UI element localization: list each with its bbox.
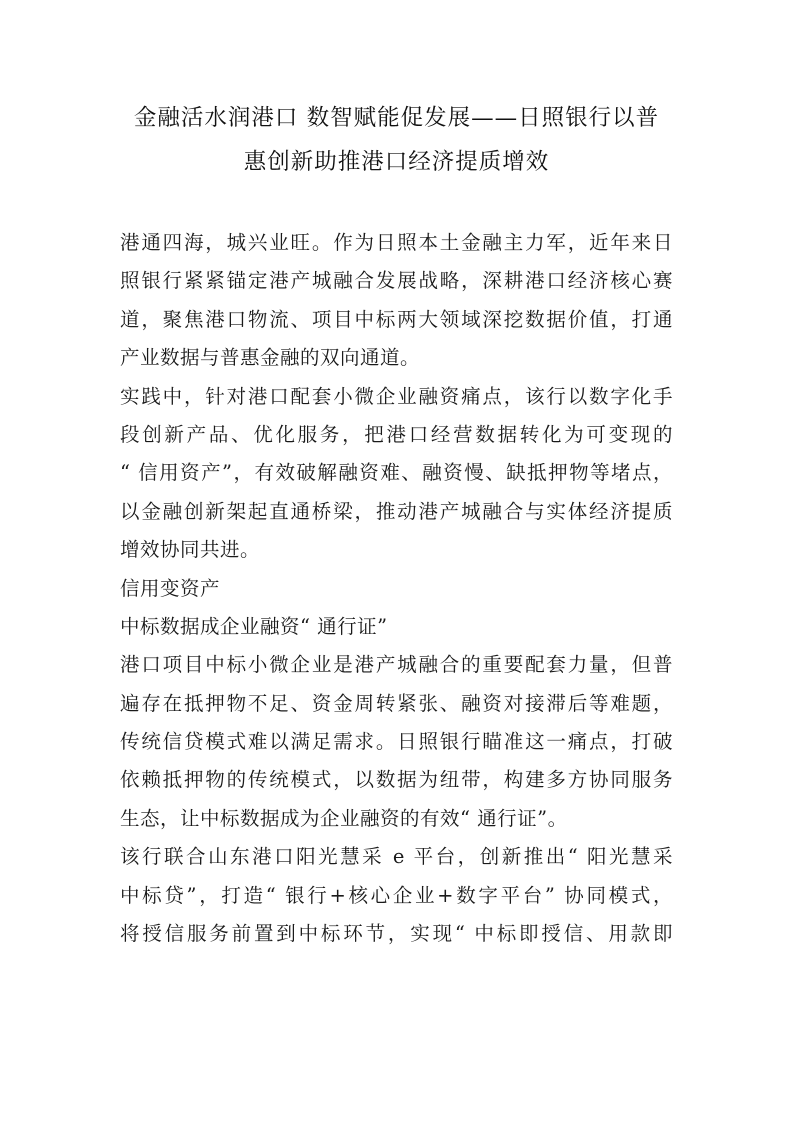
paragraph	[120, 378, 673, 570]
document-title	[110, 96, 683, 184]
text-line: 信用变资产	[120, 576, 221, 600]
text-line: 产业数据与普惠金融的双向通道。	[120, 346, 421, 370]
text-line: 港口项目中标小微企业是港产城融合的重要配套力量，但普	[120, 653, 673, 677]
text-line: 增效协同共进。	[120, 538, 261, 562]
text-line: 照银行紧紧锚定港产城融合发展战略，深耕港口经济核心赛	[120, 269, 673, 293]
text-line: 段创新产品、优化服务，把港口经营数据转化为可变现的	[120, 422, 673, 446]
paragraph	[120, 646, 673, 838]
section-subheading	[120, 608, 673, 646]
text-line: 实践中，针对港口配套小微企业融资痛点，该行以数字化手	[120, 384, 673, 408]
text-line: 港通四海，城兴业旺。作为日照本土金融主力军，近年来日	[120, 231, 673, 254]
text-line: 传统信贷模式难以满足需求。日照银行瞄准这一痛点，打破	[120, 730, 673, 754]
document-body	[120, 224, 673, 953]
paragraph	[120, 838, 673, 953]
text-line: 以金融创新架起直通桥梁，推动港产城融合与实体经济提质	[120, 499, 673, 523]
text-line: “ 信用资产”，有效破解融资难、融资慢、缺抵押物等堵点，	[120, 461, 673, 485]
title-line: 金融活水润港口 数智赋能促发展——日照银行以普	[133, 105, 660, 131]
paragraph	[120, 224, 673, 378]
text-line: 生态，让中标数据成为企业融资的有效“ 通行证”。	[120, 806, 568, 830]
text-line: 中标贷”，打造“ 银行+核心企业+数字平台” 协同模式，	[120, 883, 673, 907]
text-line: 该行联合山东港口阳光慧采 e 平台，创新推出“ 阳光慧采	[120, 845, 673, 869]
text-line: 中标数据成企业融资“ 通行证”	[120, 614, 388, 638]
text-line: 道，聚焦港口物流、项目中标两大领域深挖数据价值，打通	[120, 307, 673, 331]
text-line: 将授信服务前置到中标环节，实现“ 中标即授信、用款即	[120, 922, 673, 946]
text-line: 遍存在抵押物不足、资金周转紧张、融资对接滞后等难题，	[120, 691, 673, 715]
section-heading	[120, 570, 673, 608]
title-line: 惠创新助推港口经济提质增效	[243, 149, 550, 175]
text-line: 依赖抵押物的传统模式，以数据为纽带，构建多方协同服务	[120, 768, 673, 792]
